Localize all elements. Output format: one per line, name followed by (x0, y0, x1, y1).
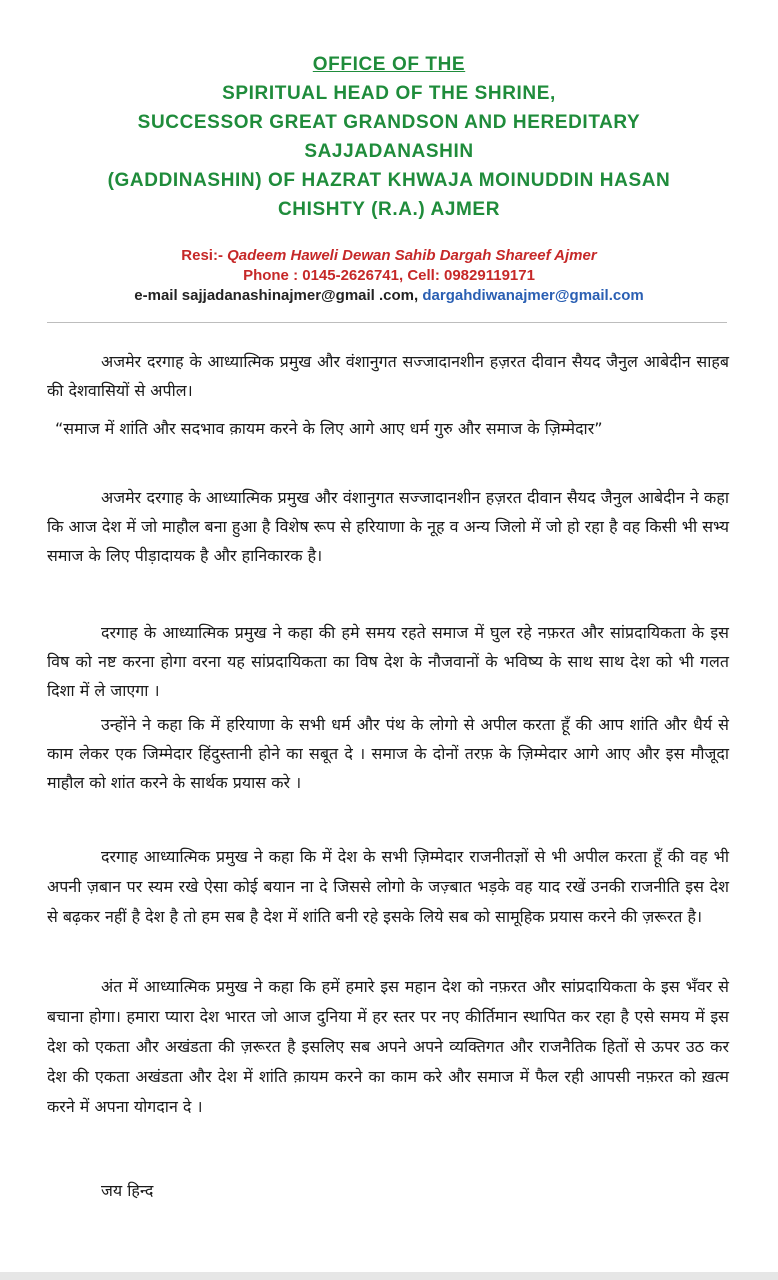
headline-quote (47, 414, 729, 444)
letterhead-line-sajjadanashin: SAJJADANASHIN (304, 141, 474, 162)
paragraph-3-text: उन्होंने ने कहा कि में हरियाणा के सभी धर्म और पंथ के लोगो से अपील करता हूँ की आप शांति और धैर्य से काम लेकर एक जिम्मेदार हिंदुस्तानी होने का सबूत दे । समाज के दोनों तरफ़ के ज़िम्मेदार आगे आए और इस मौजूदा माहौल को शांत करने के सार्थक प्रयास करे । (47, 715, 729, 792)
letterhead-line-chishty: CHISHTY (R.A.) AJMER (277, 199, 501, 220)
paragraph-5 (47, 972, 729, 1122)
closing-salutation (47, 1178, 729, 1204)
contact-block (0, 246, 778, 306)
letterhead-line-successor: SUCCESSOR GREAT GRANDSON AND HEREDITARY (137, 112, 641, 133)
intro-paragraph (47, 347, 729, 405)
paragraph-5-text: अंत में आध्यात्मिक प्रमुख ने कहा कि हमें हमारे इस महान देश को नफ़रत और सांप्रदायिकता के इस भँवर से बचाना होगा। हमारा प्यारा देश भारत जो आज दुनिया में हर स्तर पर नए कीर्तिमान स्थापित कर रहा है एसे समय में इस देश को एकता और अखंडता की ज़रूरत है इसलिए सब अपने अपने व्यक्तिगत और राजनैतिक हितों से ऊपर उठ कर देश की एकता अखंडता और देश में शांति क़ायम करने का काम करे और समाज में फैल रही आपसी नफ़रत को ख़त्म करने में अपना योगदान दे । (47, 977, 729, 1116)
headline-text: “समाज में शांति और सदभाव क़ायम करने के लिए आगे आए धर्म गुरु और समाज के ज़िम्मेदार” (55, 419, 603, 438)
intro-text: अजमेर दरगाह के आध्यात्मिक प्रमुख और वंशानुगत सज्जादानशीन हज़रत दीवान सैयद जैनुल आबेदीन साहब की देशवासियों से अपील। (47, 352, 729, 400)
bottom-edge (0, 1272, 778, 1280)
closing-text: जय हिन्द (101, 1181, 154, 1200)
email-primary: e-mail sajjadanashinajmer@gmail .com, (134, 287, 423, 304)
header-divider (47, 322, 727, 323)
residence-label: Resi:- (181, 247, 228, 264)
paragraph-4-text: दरगाह आध्यात्मिक प्रमुख ने कहा कि में देश के सभी ज़िम्मेदार राजनीतज्ञों से भी अपील करता हूँ की वह भी अपनी ज़बान पर स्यम रखे ऐसा कोई बयान ना दे जिससे लोगो के जज़्बात भड़के वह याद रखें उनकी राजनीति इस देश से बढ़कर नहीं है देश है तो हम सब है देश में शांति बनी रहे इसके लिये सब को सामूहिक प्रयास करने की ज़रूरत है। (47, 847, 729, 926)
letterhead-line-office: OFFICE OF THE (312, 54, 466, 75)
paragraph-3 (47, 710, 729, 797)
letterhead-line-spiritual-head: SPIRITUAL HEAD OF THE SHRINE, (222, 83, 556, 104)
residence-address (0, 246, 778, 266)
letterhead (0, 50, 778, 224)
paragraph-1-text: अजमेर दरगाह के आध्यात्मिक प्रमुख और वंशानुगत सज्जादानशीन हज़रत दीवान सैयद जैनुल आबेदीन ने कहा कि आज देश में जो माहौल बना हुआ है विशेष रूप से हरियाणा के नूह व अन्य जिलो में जो हो रहा है वह किसी भी सभ्य समाज के लिए पीड़ादायक है और हानिकारक है। (47, 488, 729, 565)
phone-numbers: Phone : 0145-2626741, Cell: 09829119171 (243, 267, 535, 284)
paragraph-1 (47, 483, 729, 570)
paragraph-2 (47, 618, 729, 705)
email-addresses (0, 286, 778, 306)
residence-address-text: Qadeem Haweli Dewan Sahib Dargah Shareef Ajmer (227, 247, 597, 264)
paragraph-2-text: दरगाह के आध्यात्मिक प्रमुख ने कहा की हमे समय रहते समाज में घुल रहे नफ़रत और सांप्रदायिकता के इस विष को नष्ट करना होगा वरना यह सांप्रदायिकता का विष देश के नौजवानों के भविष्य के साथ साथ देश को भी गलत दिशा में ले जाएगा । (47, 623, 729, 700)
email-secondary-link[interactable]: dargahdiwanajmer@gmail.com (422, 287, 644, 304)
paragraph-4 (47, 842, 729, 932)
letterhead-line-gaddinashin: (GADDINASHIN) OF HAZRAT KHWAJA MOINUDDIN HASAN (107, 170, 671, 191)
